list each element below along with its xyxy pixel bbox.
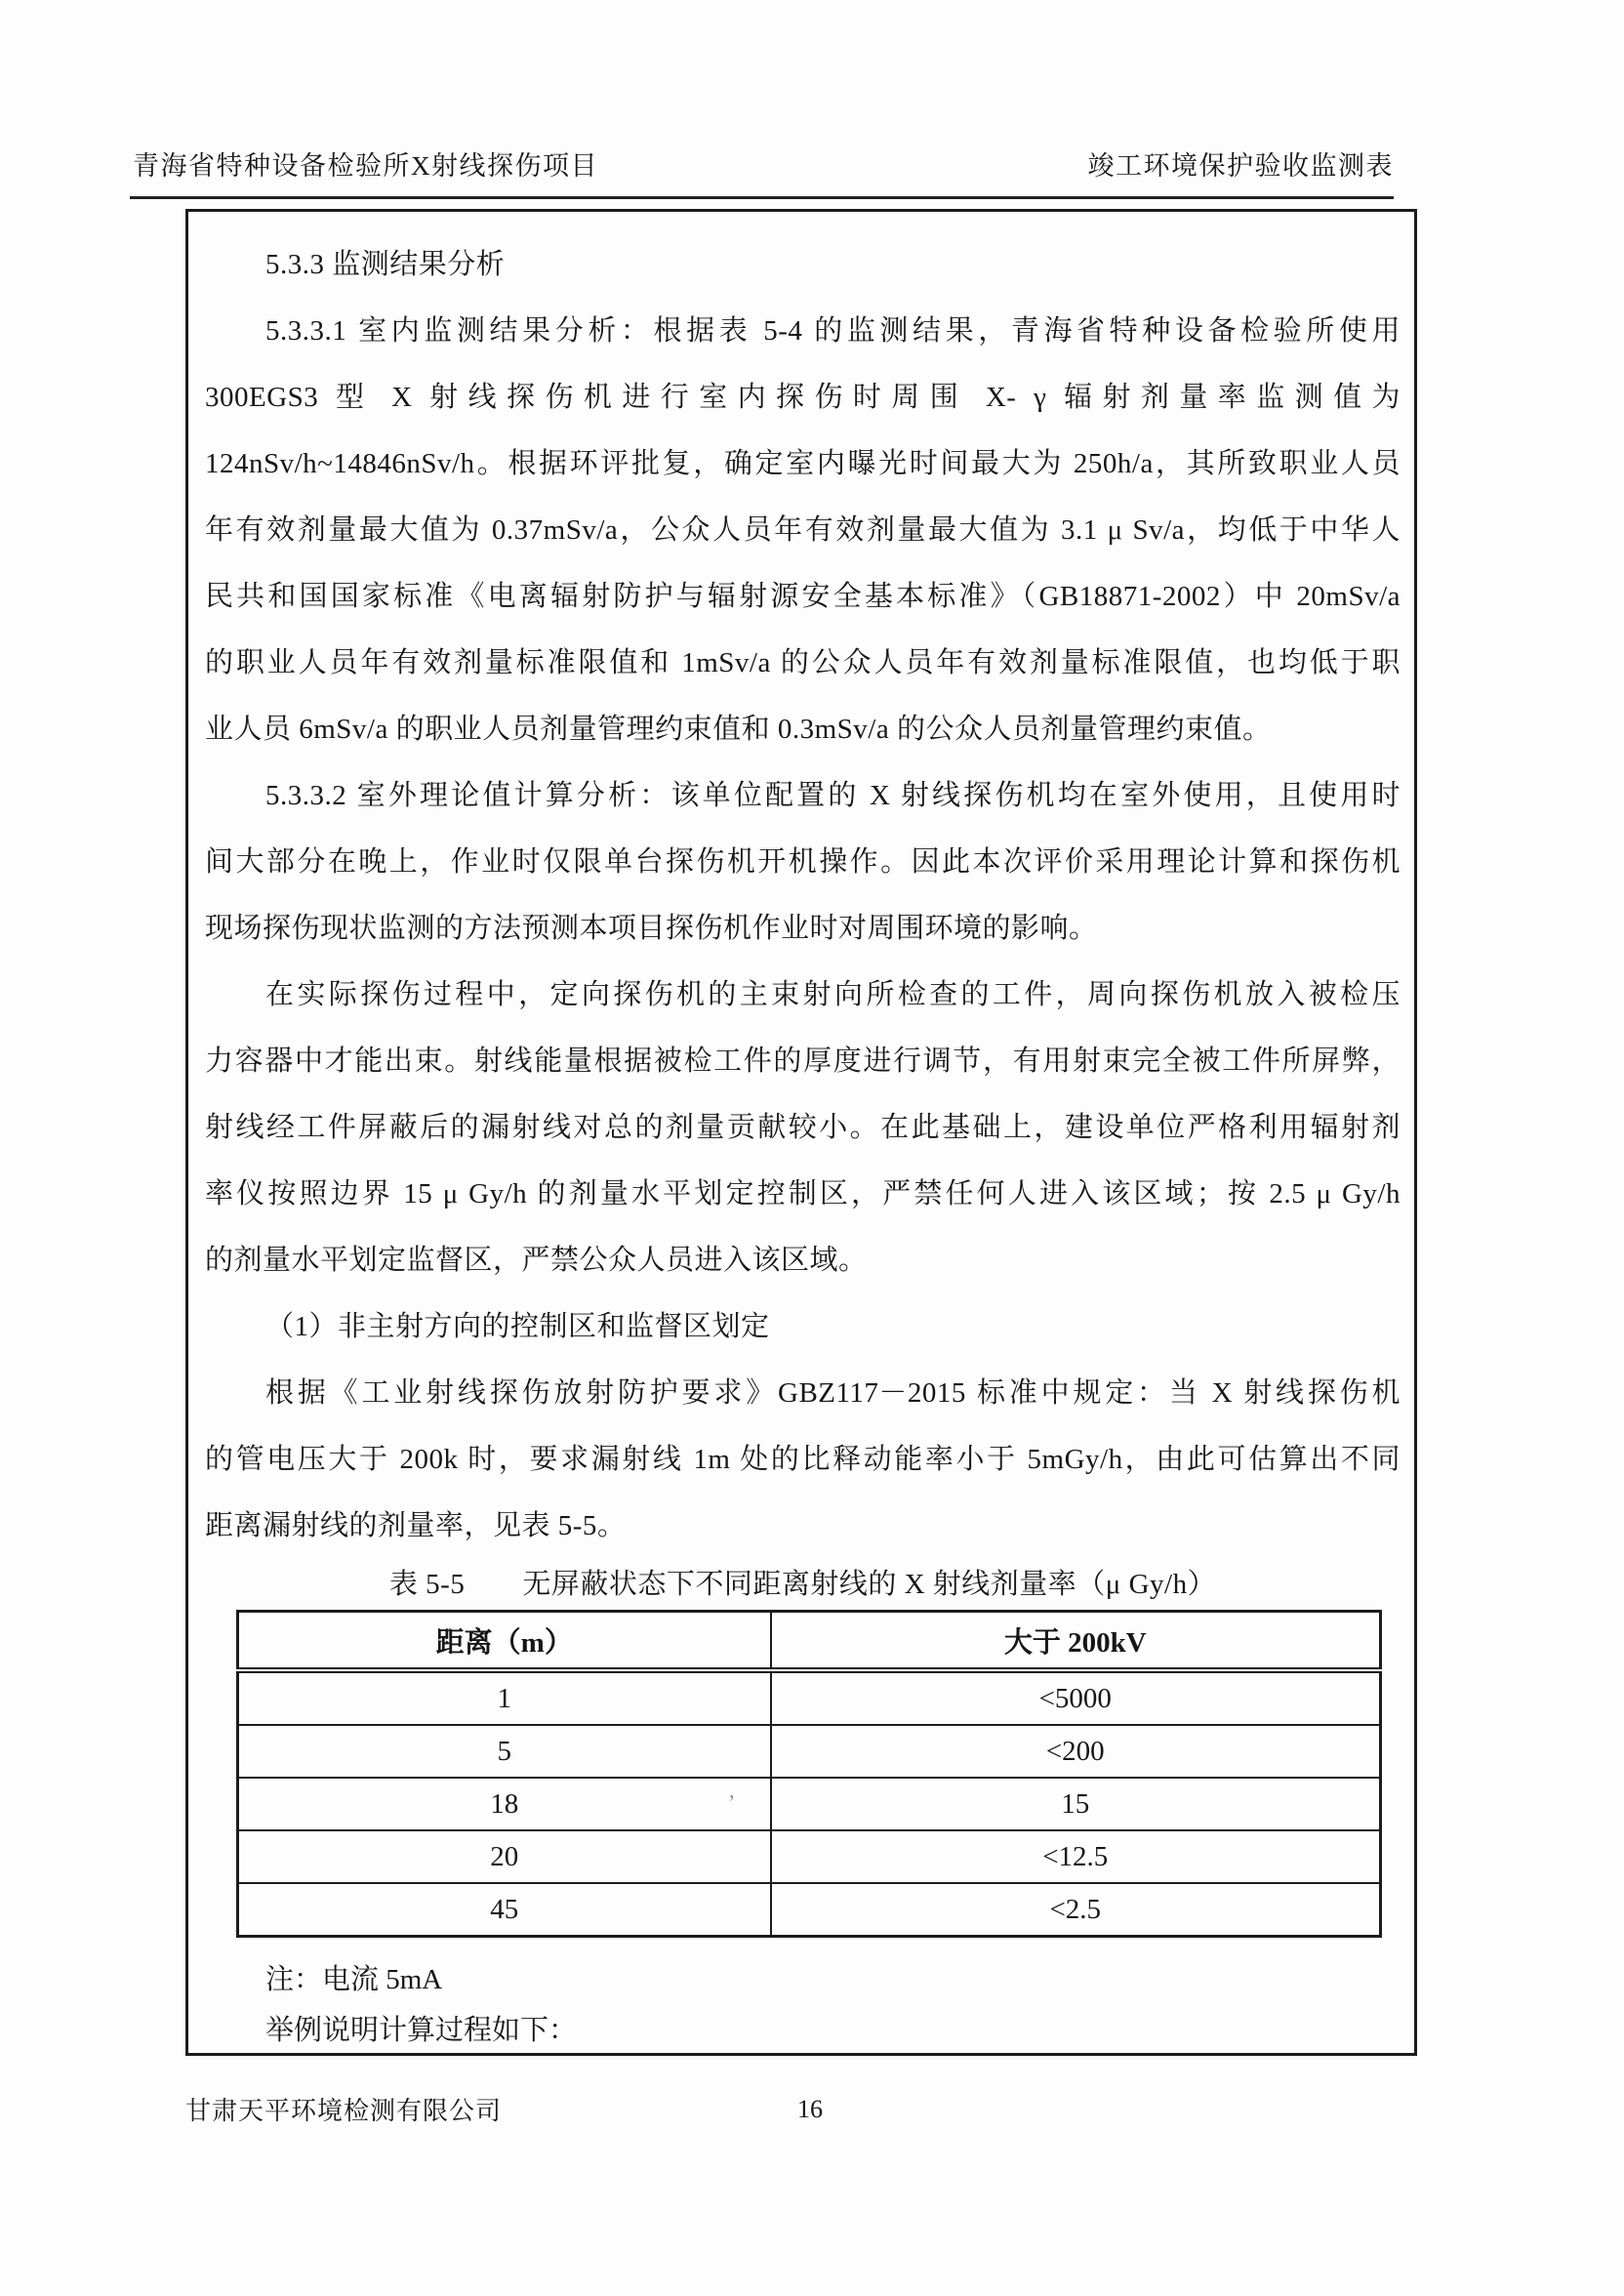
table-cell-distance: 45 [238,1883,771,1937]
dose-rate-table [236,1610,1382,1938]
content-box [185,209,1417,2056]
table-row [238,1830,1381,1883]
body-line: 300EGS3 型 X 射线探伤机进行室内探伤时周围 X- γ 辐射剂量率监测值为 [205,382,1401,413]
table-cell-dose: <5000 [771,1670,1381,1725]
table-cell-dose: 15 [771,1778,1381,1830]
header-doc-type: 竣工环境保护验收监测表 [1087,151,1394,181]
body-line: 在实际探伤过程中，定向探伤机的主束射向所检查的工件，周向探伤机放入被检压 [265,979,1401,1010]
body-line: 业人员 6mSv/a 的职业人员剂量管理约束值和 0.3mSv/a 的公众人员剂量管理约束值。 [205,714,1272,745]
table-cell-dose: <2.5 [771,1883,1381,1937]
table-row [238,1883,1381,1937]
table-cell-distance: 1 [238,1670,771,1725]
table-cell-dose: <12.5 [771,1830,1381,1883]
body-line: 间大部分在晚上，作业时仅限单台探伤机开机操作。因此本次评价采用理论计算和探伤机 [205,846,1401,878]
body-line: 年有效剂量最大值为 0.37mSv/a，公众人员年有效剂量最大值为 3.1 μ Sv/a，均低于中华人 [205,514,1401,546]
note-current: 注：电流 5mA [265,1964,443,1995]
page-number: 16 [797,2095,823,2123]
example-intro: 举例说明计算过程如下： [265,2015,578,2046]
body-line: 的职业人员年有效剂量标准限值和 1mSv/a 的公众人员年有效剂量标准限值，也均低于职 [205,647,1401,678]
table-row [238,1725,1381,1778]
body-line: 距离漏射线的剂量率，见表 5-5。 [205,1510,627,1541]
body-line: 民共和国国家标准《电离辐射防护与辐射源安全基本标准》（GB18871-2002）中 20mSv/a [205,581,1401,612]
body-line: 的管电压大于 200k 时，要求漏射线 1m 处的比释动能率小于 5mGy/h，由此可估算出不同 [205,1444,1401,1475]
table-caption: 表 5-5 无屏蔽状态下不同距离射线的 X 射线剂量率（μ Gy/h） [388,1569,1217,1600]
table-cell-distance: 20 [238,1830,771,1883]
table-header-kv: 大于 200kV [771,1612,1381,1671]
content-body [188,212,1414,2055]
body-line: 5.3.3.2 室外理论值计算分析：该单位配置的 X 射线探伤机均在室外使用，且使用时 [265,780,1401,811]
table-row [238,1670,1381,1725]
header-project-title: 青海省特种设备检验所X射线探伤项目 [133,151,598,181]
footer-company-name: 甘肃天平环境检测有限公司 [185,2097,503,2125]
body-line: 力容器中才能出束。射线能量根据被检工件的厚度进行调节，有用射束完全被工件所屏弊， [205,1046,1401,1077]
table-row [238,1778,1381,1830]
section-heading: 5.3.3 监测结果分析 [265,249,506,280]
table-cell-distance: 18 [238,1778,771,1830]
body-line: 5.3.3.1 室内监测结果分析：根据表 5-4 的监测结果，青海省特种设备检验所使用 [265,315,1401,347]
header-rule [130,196,1394,199]
table-cell-distance: 5 [238,1725,771,1778]
body-line: 124nSv/h~14846nSv/h。根据环评批复，确定室内曝光时间最大为 250h/a，其所致职业人员 [205,448,1401,479]
scan-artifact: ʼ [728,1790,736,1815]
body-line: 率仪按照边界 15 μ Gy/h 的剂量水平划定控制区，严禁任何人进入该区域；按 2.5 μ Gy/h [205,1178,1401,1210]
table-header-row [238,1612,1381,1671]
body-line: 的剂量水平划定监督区，严禁公众人员进入该区域。 [205,1245,868,1276]
table-header-distance: 距离（m） [238,1612,771,1671]
body-line: 现场探伤现状监测的方法预测本项目探伤机作业时对周围环境的影响。 [205,913,1098,944]
table-cell-dose: <200 [771,1725,1381,1778]
body-line: 根据《工业射线探伤放射防护要求》GBZ117－2015 标准中规定：当 X 射线探伤机 [265,1377,1401,1409]
body-line: 射线经工件屏蔽后的漏射线对总的剂量贡献较小。在此基础上，建设单位严格利用辐射剂 [205,1112,1401,1143]
list-item-heading: （1）非主射方向的控制区和监督区划定 [265,1311,770,1342]
